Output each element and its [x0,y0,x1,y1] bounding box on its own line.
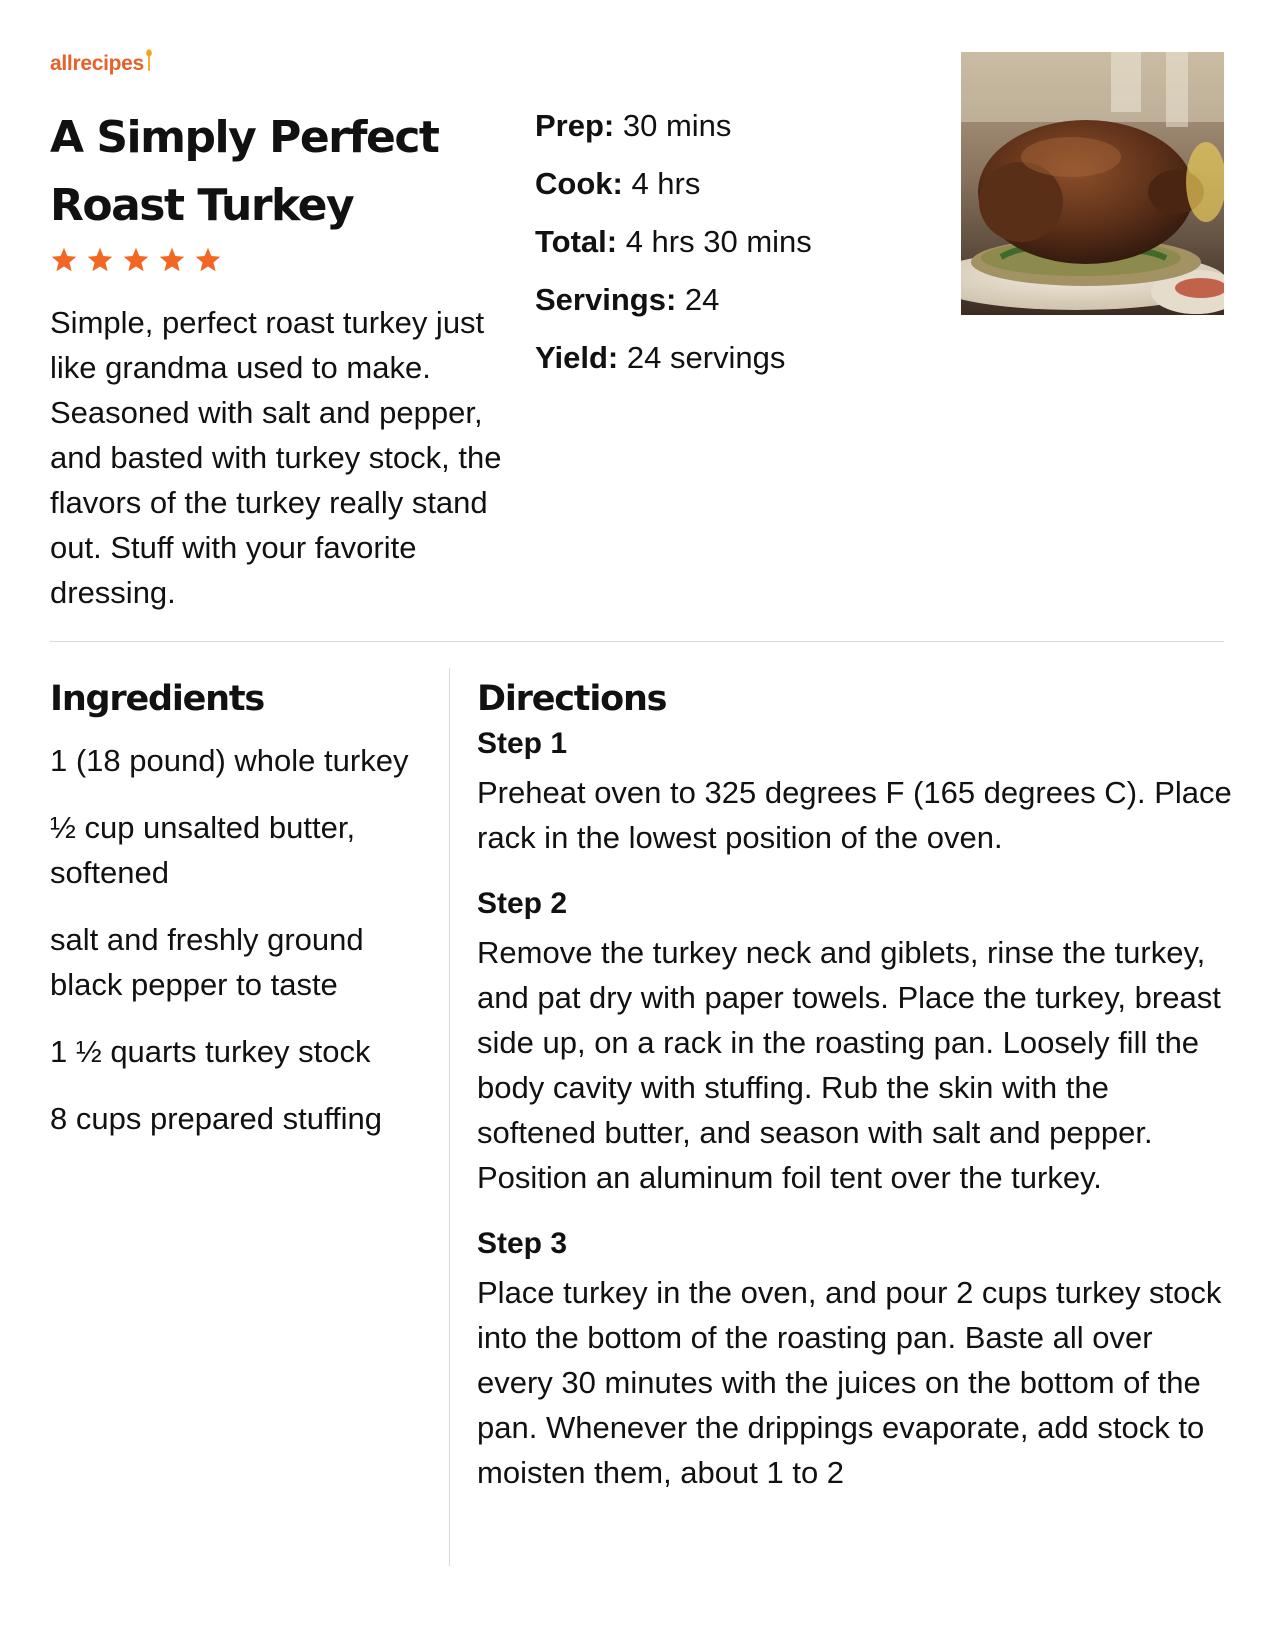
meta-total-label: Total: [535,224,618,259]
ingredient-item: 1 ½ quarts turkey stock [50,1034,371,1069]
star-icon [50,246,78,274]
step-label: Step 3 [477,1227,568,1260]
meta-yield [535,340,915,376]
direction-step [477,884,1232,1200]
star-rating [50,246,222,274]
meta-prep-label: Prep: [535,108,615,143]
meta-servings [535,282,915,318]
ingredients-section [50,678,430,1163]
directions-section [477,678,1232,1519]
meta-servings-value: 24 [684,282,720,317]
recipe-title: A Simply Perfect Roast Turkey [50,112,439,231]
ingredients-heading: Ingredients [50,679,265,719]
ingredient-item: 8 cups prepared stuffing [50,1101,383,1136]
spoon-icon [146,49,152,73]
directions-heading: Directions [477,679,667,719]
meta-cook [535,166,915,202]
meta-prep-value: 30 mins [622,108,732,143]
step-text: Preheat oven to 325 degrees F (165 degrees C). Place rack in the lowest position of the oven. [477,775,1232,855]
star-icon [158,246,186,274]
meta-servings-label: Servings: [535,282,677,317]
step-text: Remove the turkey neck and giblets, rinse the turkey, and pat dry with paper towels. Place the turkey, breast side up, on a rack in the roasting pan. Loosely fill the body cavity with stuffing. Rub the skin with the softened butter, and season with salt and pepper. Position an aluminum foil tent over the turkey. [477,935,1221,1195]
ingredient-item: salt and freshly ground black pepper to taste [50,922,364,1002]
meta-yield-value: 24 servings [626,340,786,375]
step-label: Step 2 [477,887,568,920]
recipe-description: Simple, perfect roast turkey just like grandma used to make. Seasoned with salt and pepper, and basted with turkey stock, the flavors of the turkey really stand out. Stuff with your favorite dressing. [50,305,502,610]
meta-cook-label: Cook: [535,166,623,201]
step-text: Place turkey in the oven, and pour 2 cups turkey stock into the bottom of the roasting pan. Baste all over every 30 minutes with the juices on the bottom of the pan. Whenever the drippings evaporate, add stock to moisten them, about 1 to 2 [477,1275,1222,1490]
star-icon [122,246,150,274]
recipe-meta [535,108,915,398]
star-icon [86,246,114,274]
meta-total-value: 4 hrs 30 mins [625,224,812,259]
direction-step [477,724,1232,860]
meta-cook-value: 4 hrs [631,166,701,201]
brand-logo-text: allrecipes [50,52,144,75]
step-label: Step 1 [477,727,568,760]
ingredient-item: 1 (18 pound) whole turkey [50,743,409,778]
meta-prep [535,108,915,144]
star-icon [194,246,222,274]
meta-total [535,224,915,260]
column-divider [449,668,450,1566]
direction-step [477,1224,1232,1495]
meta-yield-label: Yield: [535,340,619,375]
section-divider [50,641,1224,642]
brand-logo [50,52,152,76]
ingredient-item: ½ cup unsalted butter, softened [50,810,356,890]
recipe-photo [961,52,1224,315]
